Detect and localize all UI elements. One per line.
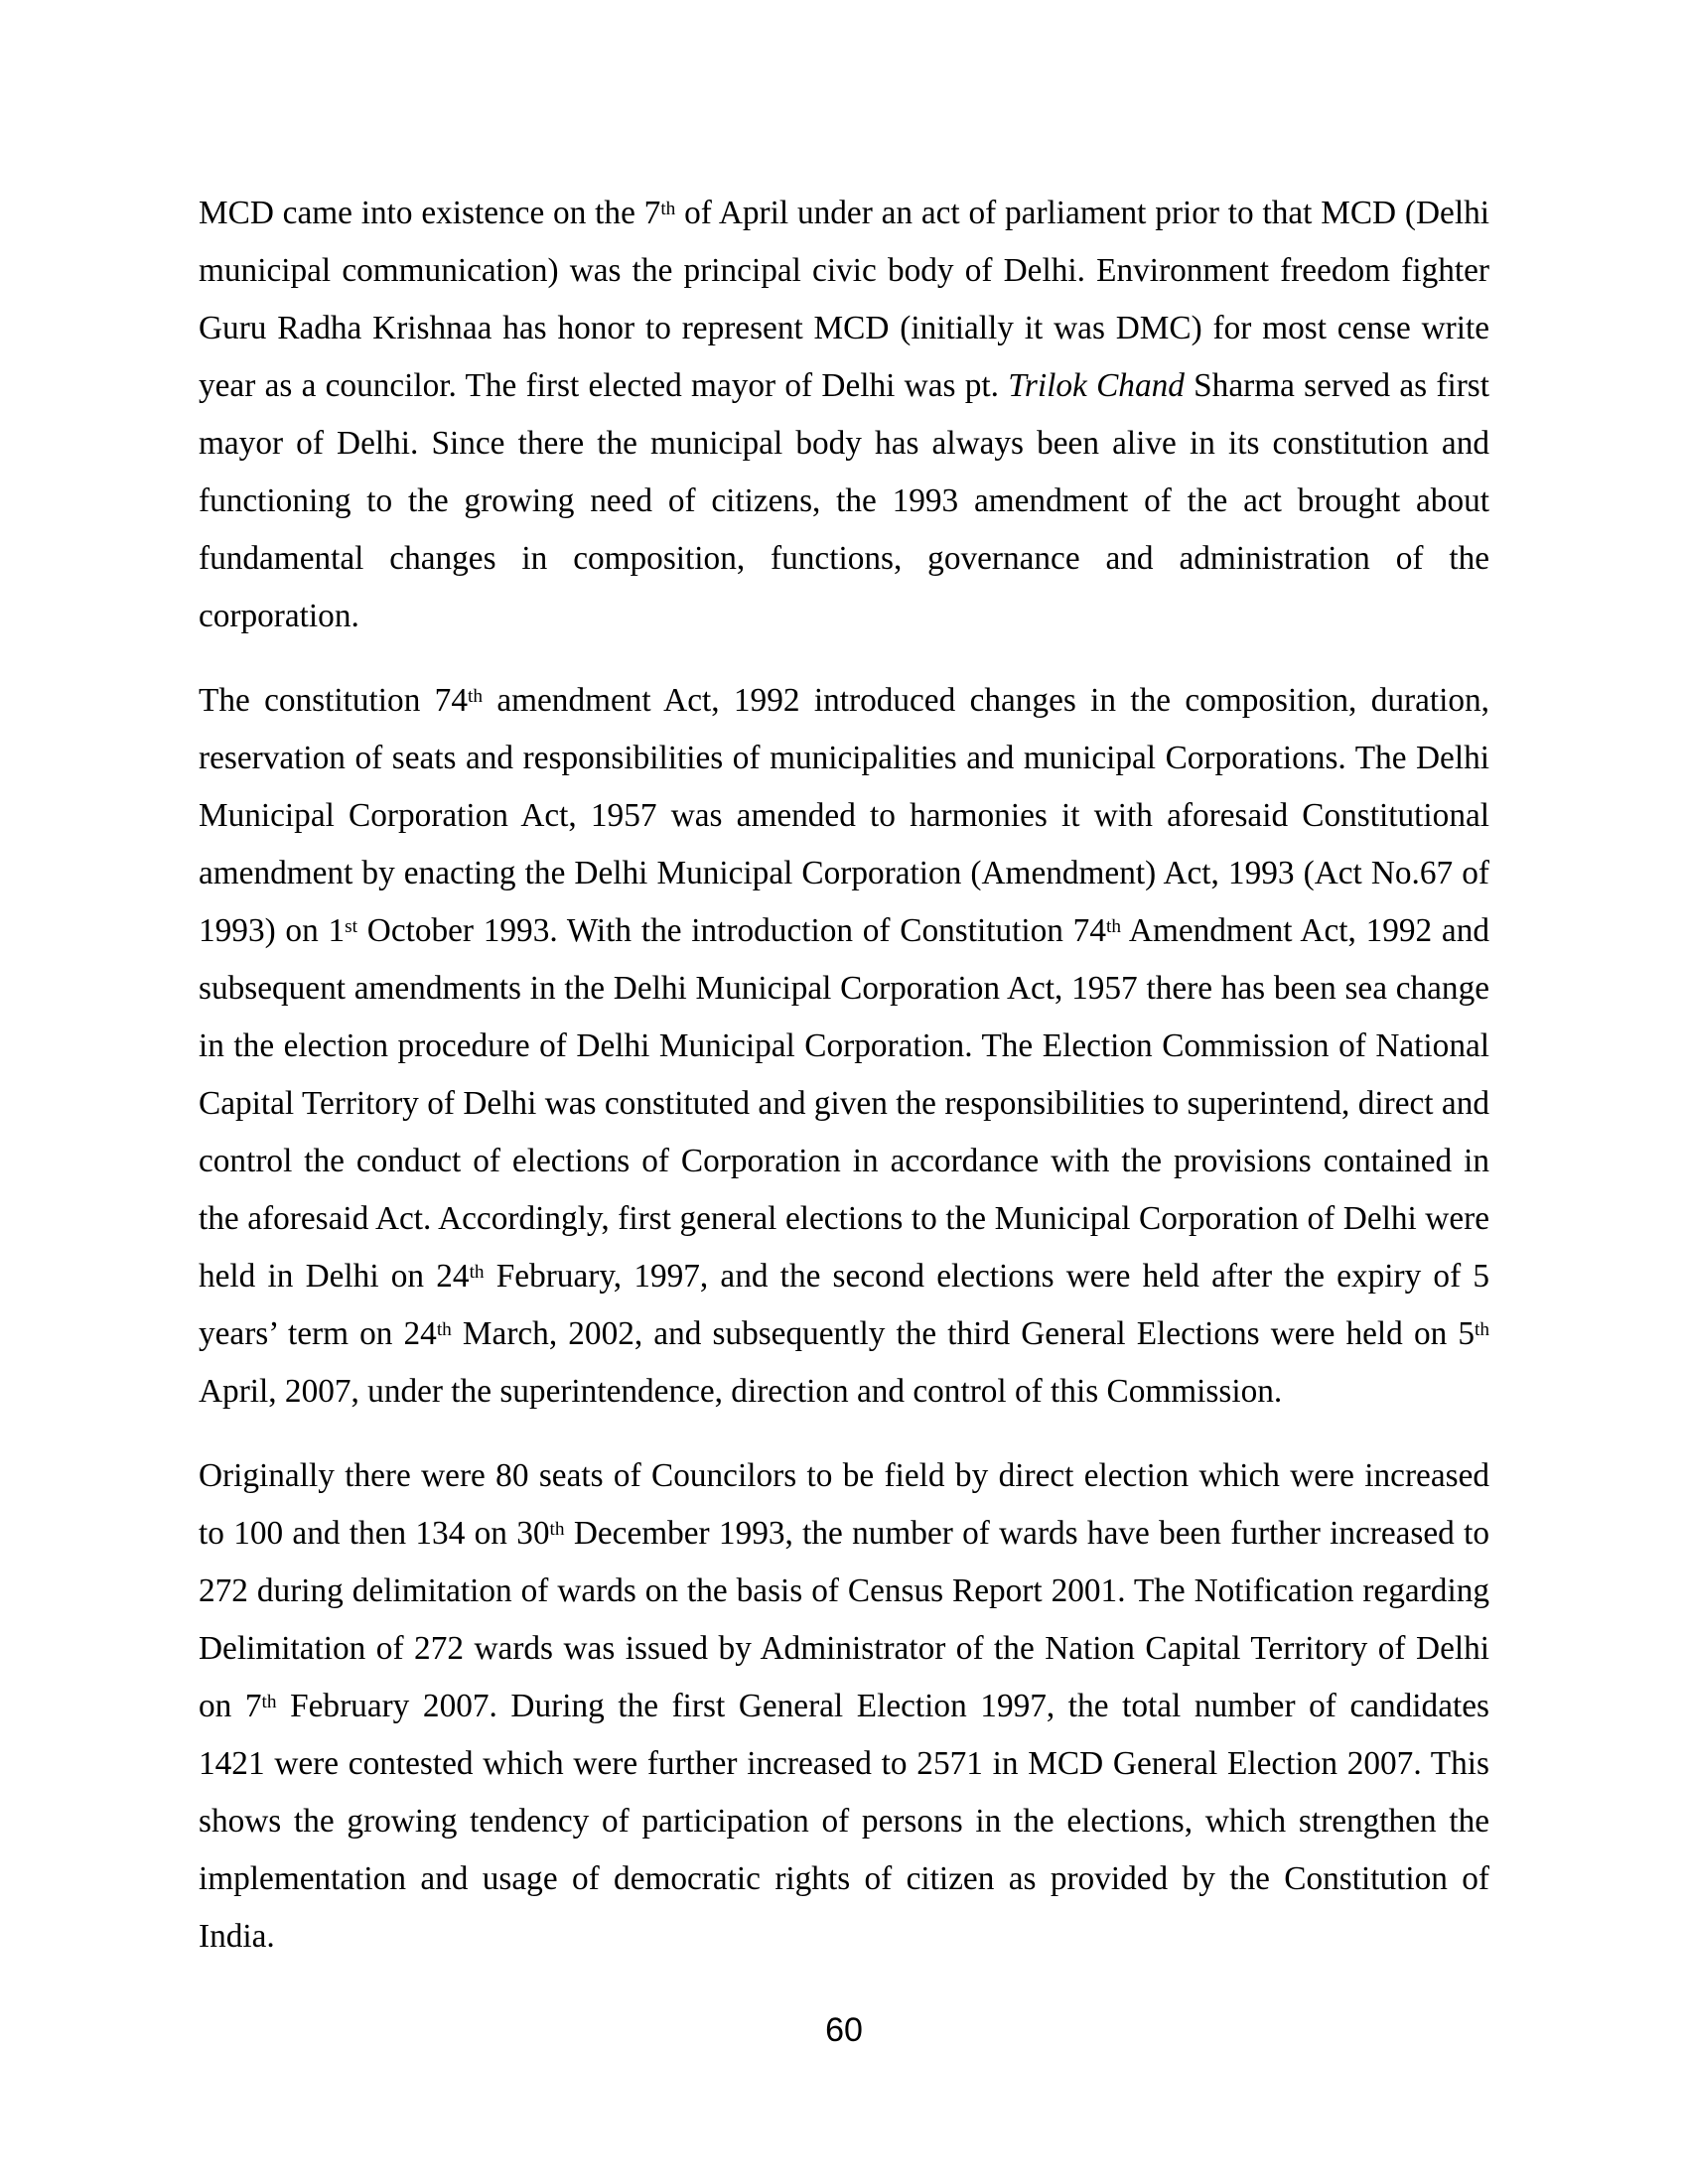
page-number: 60 [825, 2011, 863, 2049]
text-run: February 2007. During the first General Election 1997, the total number of candidates 1421 were contested which were further increased to 2571 in MCD General Election 2007. This shows the growing tendency of participation of persons in the elections, which strengthen the implementation and usage of democratic rights of citizen as provided by the Constitution of India. [199, 1688, 1489, 1955]
text-run: The constitution 74 [199, 682, 468, 719]
superscript-ordinal: th [469, 1261, 485, 1283]
text-run: Originally there were 80 seats of Councilors to be field by direct election which were increased to 100 and then 134 on 30 [199, 1457, 1489, 1552]
superscript-ordinal: st [345, 915, 358, 937]
paragraph [199, 185, 1489, 645]
italic-text: Trilok Chand [1008, 367, 1185, 404]
text-run: MCD came into existence on the 7 [199, 195, 661, 231]
superscript-ordinal: th [1475, 1318, 1490, 1340]
text-run: February, 1997, and the second elections were held after the expiry of 5 years’ term on 24 [199, 1258, 1490, 1352]
text-run: December 1993, the number of wards have been further increased to 272 during delimitation of wards on the basis of Census Report 2001. The Notification regarding Delimitation of 272 wards was issued by Administrator of the Nation Capital Territory of Delhi on 7 [199, 1515, 1489, 1724]
text-run: Amendment Act, 1992 and subsequent amendments in the Delhi Municipal Corporation Act, 1957 there has been sea change in the election procedure of Delhi Municipal Corporation. The Election Commission of National Capital Territory of Delhi was constituted and given the responsibilities to superintend, direct and control the conduct of elections of Corporation in accordance with the provisions contained in the aforesaid Act. Accordingly, first general elections to the Municipal Corporation of Delhi were held in Delhi on 24 [199, 912, 1490, 1295]
superscript-ordinal: th [467, 685, 483, 707]
text-run: March, 2002, and subsequently the third General Elections were held on 5 [451, 1315, 1475, 1352]
text-run: October 1993. With the introduction of Constitution 74 [357, 912, 1106, 949]
superscript-ordinal: th [549, 1518, 565, 1540]
document-body [199, 185, 1489, 1966]
superscript-ordinal: th [660, 198, 676, 219]
text-run: April, 2007, under the superintendence, direction and control of this Commission. [199, 1373, 1283, 1410]
paragraph [199, 672, 1489, 1421]
text-run: Sharma served as first mayor of Delhi. Since there the municipal body has always been alive in its constitution and functioning to the growing need of citizens, the 1993 amendment of the act brought about fundamental changes in composition, functions, governance and administration of the corporation. [199, 367, 1489, 634]
text-run: amendment Act, 1992 introduced changes in the composition, duration, reservation of seats and responsibilities of municipalities and municipal Corporations. The Delhi Municipal Corporation Act, 1957 was amended to harmonies it with aforesaid Constitutional amendment by enacting the Delhi Municipal Corporation (Amendment) Act, 1993 (Act No.67 of 1993) on 1 [199, 682, 1489, 949]
superscript-ordinal: th [261, 1691, 277, 1712]
paragraph [199, 1447, 1489, 1966]
superscript-ordinal: th [436, 1318, 452, 1340]
text-run: of April under an act of parliament prior to that MCD (Delhi municipal communication) was the principal civic body of Delhi. Environment freedom fighter Guru Radha Krishnaa has honor to represent MCD (initially it was DMC) for most cense write year as a councilor. The first elected mayor of Delhi was pt. [199, 195, 1489, 404]
superscript-ordinal: th [1105, 915, 1121, 937]
